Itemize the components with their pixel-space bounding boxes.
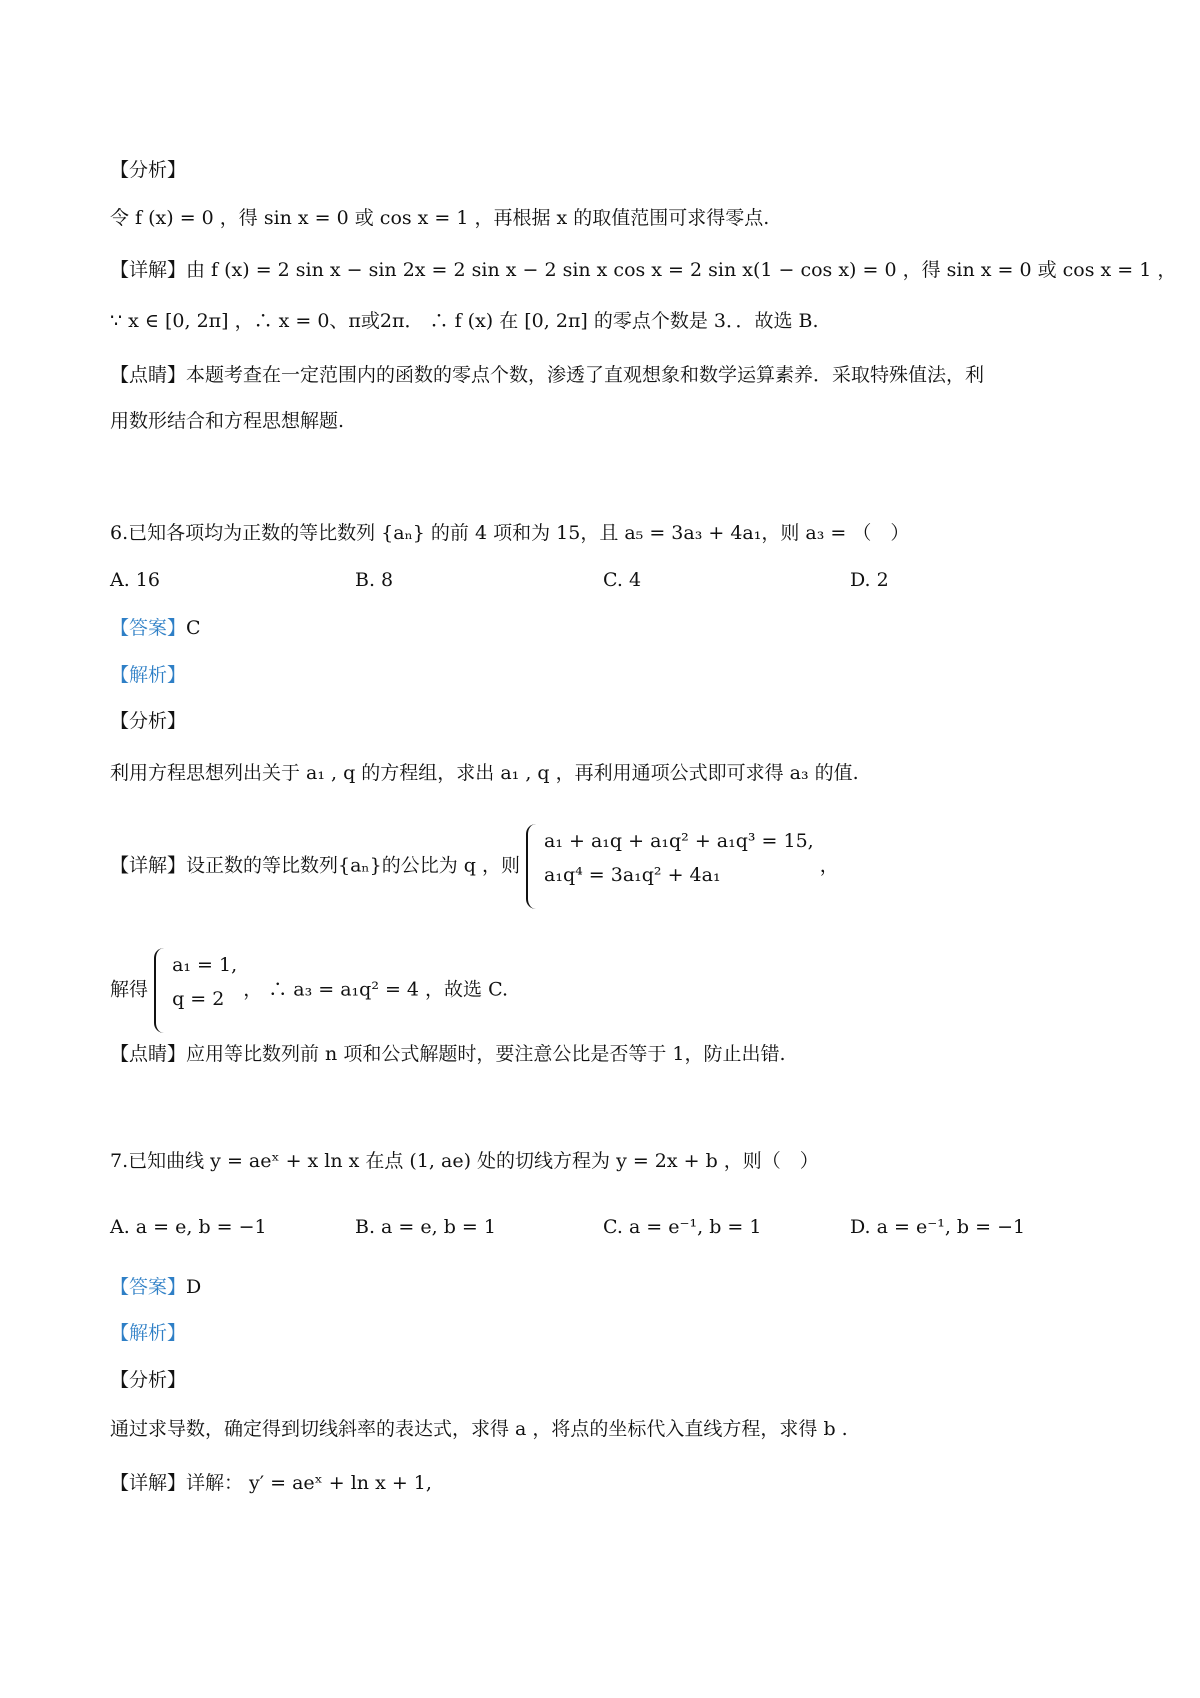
- q7-option-d: D. a = e⁻¹, b = −1: [850, 1216, 1026, 1238]
- q6-solve-row2: q = 2: [172, 988, 225, 1010]
- q5-analysis-text: 令 f (x) = 0 ，得 sin x = 0 或 cos x = 1 ，再根据 x 的取值范围可求得零点.: [110, 207, 770, 229]
- q6-solve-suffix: ， ∴ a₃ = a₁q² = 4 ，故选 C.: [243, 978, 509, 1001]
- q6-option-d: D. 2: [850, 569, 889, 591]
- q6-equation-system: [526, 824, 814, 909]
- q6-system-row2: a₁q⁴ = 3a₁q² + 4a₁: [544, 864, 721, 886]
- q5-detail-line1: 【详解】由 f (x) = 2 sin x − sin 2x = 2 sin x − 2 sin x cos x = 2 sin x(1 − cos x) = 0 ，得 sin x = 0 或 cos x = 1 ，: [110, 259, 1177, 281]
- q5-comment-line1: 【点睛】本题考查在一定范围内的函数的零点个数，渗透了直观想象和数学运算素养．采取特殊值法，利: [110, 364, 985, 386]
- q7-jiexi-tag: 【解析】: [110, 1322, 187, 1344]
- q6-analysis-heading: 【分析】: [110, 710, 187, 732]
- q6-solution-system: [154, 948, 237, 1033]
- q6-system-suffix: ，: [819, 854, 839, 877]
- q6-detail-line: [110, 824, 1100, 909]
- q6-solve-prefix: 解得: [110, 978, 149, 1001]
- q7-option-c: C. a = e⁻¹, b = 1: [603, 1216, 762, 1238]
- q7-option-b: B. a = e, b = 1: [355, 1216, 496, 1238]
- q6-solve-row1: a₁ = 1,: [172, 954, 238, 976]
- q6-answer-tag: 【答案】: [110, 617, 187, 639]
- q5-detail-line2: ∵ x ∈ [0, 2π] ，∴ x = 0、π或2π． ∴ f (x) 在 [0, 2π] 的零点个数是 3．．故选 B.: [110, 310, 819, 332]
- q7-answer-line: [110, 1274, 1100, 1300]
- q6-answer-value: C: [186, 617, 201, 639]
- q7-analysis-heading: 【分析】: [110, 1369, 187, 1391]
- q7-option-a: A. a = e, b = −1: [110, 1216, 267, 1238]
- left-brace-icon: [154, 948, 170, 1033]
- q6-jiexi-tag: 【解析】: [110, 664, 187, 686]
- left-brace-icon: [526, 824, 542, 909]
- q5-analysis-heading: 【分析】: [110, 159, 187, 181]
- q6-system-row1: a₁ + a₁q + a₁q² + a₁q³ = 15,: [544, 830, 814, 852]
- q6-option-b: B. 8: [355, 569, 394, 591]
- q6-comment: 【点睛】应用等比数列前 n 项和公式解题时，要注意公比是否等于 1，防止出错.: [110, 1043, 786, 1065]
- q6-option-c: C. 4: [603, 569, 642, 591]
- q7-analysis-text: 通过求导数，确定得到切线斜率的表达式，求得 a ，将点的坐标代入直线方程，求得 b .: [110, 1418, 848, 1440]
- q7-stem: 7.已知曲线 y = aeˣ + x ln x 在点 (1, ae) 处的切线方程为 y = 2x + b ，则（ ）: [110, 1150, 819, 1172]
- q6-analysis-text: 利用方程思想列出关于 a₁ , q 的方程组，求出 a₁ , q ，再利用通项公式即可求得 a₃ 的值.: [110, 762, 859, 784]
- q6-stem: 6.已知各项均为正数的等比数列 {aₙ} 的前 4 项和为 15，且 a₅ = 3a₃ + 4a₁，则 a₃ = （ ）: [110, 522, 910, 544]
- q5-comment-line2: 用数形结合和方程思想解题.: [110, 410, 345, 432]
- q6-answer-line: [110, 615, 1100, 641]
- q7-answer-value: D: [186, 1276, 202, 1298]
- q7-answer-tag: 【答案】: [110, 1276, 187, 1298]
- q6-solve-line: [110, 948, 1100, 1033]
- q7-detail: 【详解】详解： y′ = aeˣ + ln x + 1,: [110, 1472, 432, 1494]
- q6-option-a: A. 16: [110, 569, 160, 591]
- q6-detail-prefix: 【详解】设正数的等比数列{aₙ}的公比为 q ，则: [110, 854, 520, 877]
